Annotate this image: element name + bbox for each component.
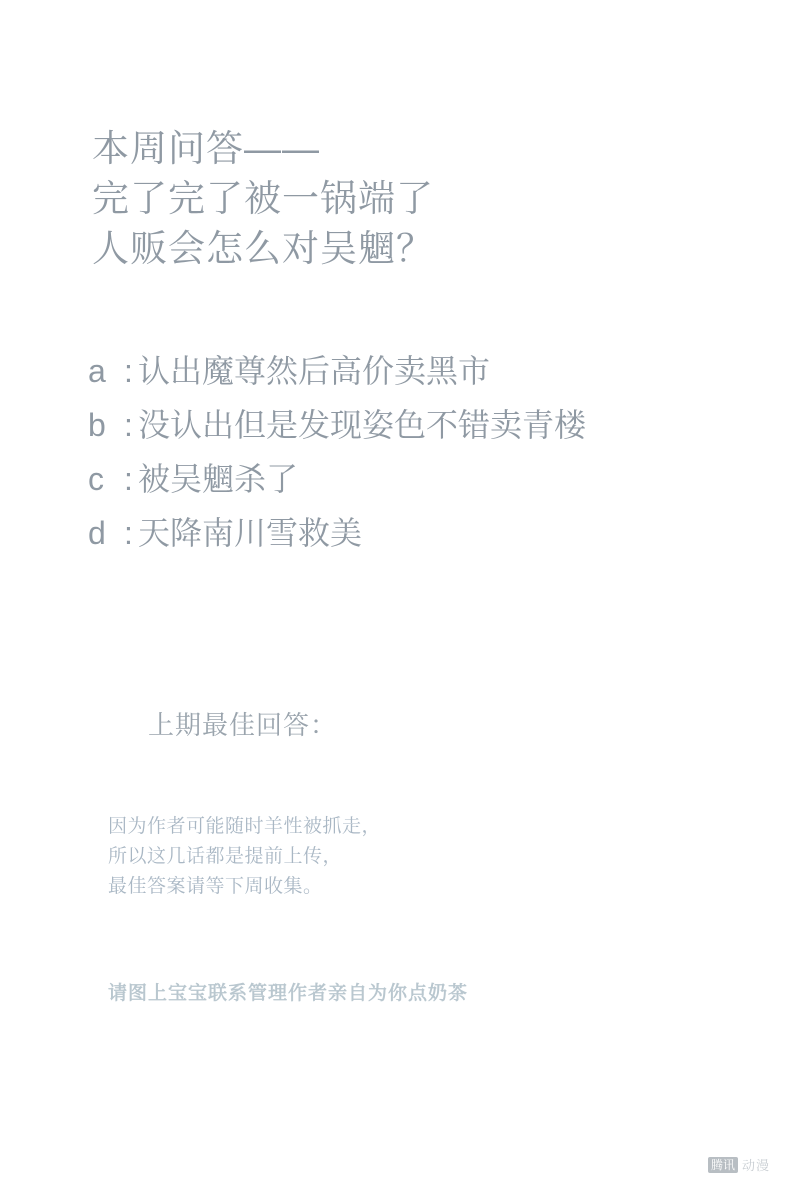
option-c: [88, 452, 748, 506]
option-d-colon: :: [124, 515, 133, 551]
option-a-colon: :: [124, 353, 133, 389]
note-line-3: 最佳答案请等下周收集。: [108, 876, 323, 897]
option-a-label: 认出魔尊然后高价卖黑市: [138, 353, 491, 389]
option-c-label: 被吴魍杀了: [138, 461, 299, 497]
watermark: [708, 1155, 770, 1174]
watermark-badge: 腾讯: [708, 1157, 738, 1173]
option-d-label: 天降南川雪救美: [138, 515, 363, 551]
option-b-label: 没认出但是发现姿色不错卖青楼: [138, 407, 587, 443]
best-answer-title: 上期最佳回答：: [148, 710, 338, 740]
option-b-key: b: [88, 407, 106, 443]
question-line-3: 人贩会怎么对吴魍？: [92, 228, 434, 269]
option-c-colon: :: [124, 461, 133, 497]
watermark-text: 动漫: [741, 1158, 770, 1173]
question-block: [92, 124, 732, 274]
option-a: [88, 344, 748, 398]
question-line-2: 完了完了被一锅端了: [92, 178, 434, 219]
option-d-key: d: [88, 515, 106, 551]
note-line-2: 所以这几话都是提前上传，: [108, 846, 343, 867]
options-list: [88, 344, 748, 560]
option-b-colon: :: [124, 407, 133, 443]
option-d: [88, 506, 748, 560]
footer-note: 请图上宝宝联系管理作者亲自为你点奶茶: [108, 983, 469, 1004]
note-block: [108, 812, 708, 902]
option-b: [88, 398, 748, 452]
note-line-1: 因为作者可能随时羊性被抓走，: [108, 816, 382, 837]
question-line-1: 本周问答——: [92, 128, 320, 169]
option-c-key: c: [88, 461, 104, 497]
option-a-key: a: [88, 353, 106, 389]
